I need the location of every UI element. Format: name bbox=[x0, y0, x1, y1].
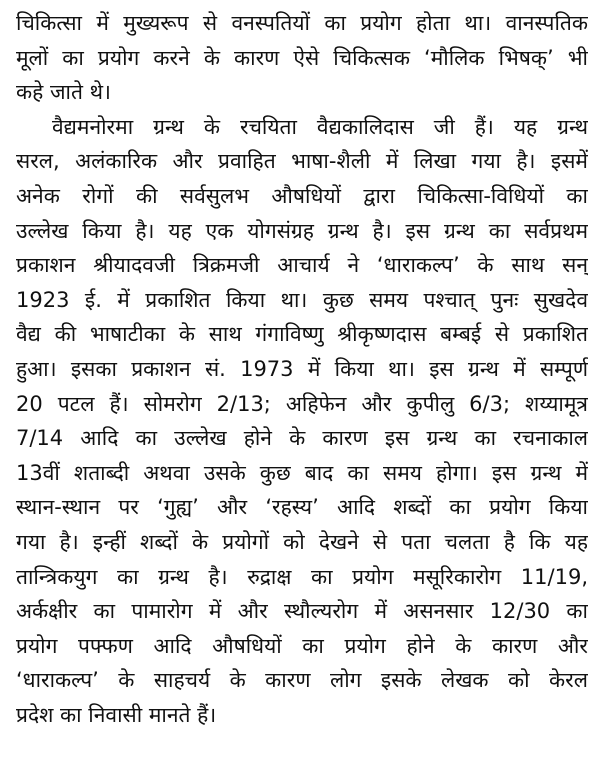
text-line: प्रयोग पफ्फण आदि औषधियों का प्रयोग होने के कारण और bbox=[16, 633, 588, 658]
text-line: तान्त्रिकयुग का ग्रन्थ है। रुद्राक्ष का प्रयोग मसूरिकारोग 11/19, bbox=[16, 564, 588, 589]
text-line: प्रदेश का निवासी मानते हैं। bbox=[16, 702, 217, 727]
text-line: गया है। इन्हीं शब्दों के प्रयोगों को देखने से पता चलता है कि यह bbox=[16, 529, 588, 554]
text-line: अनेक रोगों की सर्वसुलभ औषधियों द्वारा चिकित्सा-विधियों का bbox=[16, 183, 588, 208]
text-line: उल्लेख किया है। यह एक योगसंग्रह ग्रन्थ है। इस ग्रन्थ का सर्वप्रथम bbox=[16, 218, 588, 243]
text-line: 20 पटल हैं। सोमरोग 2/13; अहिफेन और कुपीलु 6/3; शय्यामूत्र bbox=[16, 391, 588, 416]
text-line: चिकित्सा में मुख्यरूप से वनस्पतियों का प्रयोग होता था। वानस्पतिक bbox=[16, 11, 588, 35]
text-line: कहे जाते थे। bbox=[16, 80, 111, 105]
text-line: स्थान-स्थान पर ‘गुह्य’ और ‘रहस्य’ आदि शब्दों का प्रयोग किया bbox=[16, 495, 588, 520]
text-line: 7/14 आदि का उल्लेख होने के कारण इस ग्रन्थ का रचनाकाल bbox=[16, 426, 588, 451]
paragraph-1 bbox=[16, 6, 588, 110]
text-line: वैद्य की भाषाटीका के साथ गंगाविष्णु श्रीकृष्णदास बम्बई से प्रकाशित bbox=[16, 322, 588, 347]
text-line: सरल, अलंकारिक और प्रवाहित भाषा-शैली में लिखा गया है। इसमें bbox=[16, 149, 588, 174]
text-line: ‘धाराकल्प’ के साहचर्य के कारण लोग इसके लेखक को केरल bbox=[16, 668, 588, 693]
text-line: 1923 ई. में प्रकाशित किया था। कुछ समय पश्चात् पुनः सुखदेव bbox=[16, 287, 588, 312]
text-line: प्रकाशन श्रीयादवजी त्रिक्रमजी आचार्य ने ‘धाराकल्प’ के साथ सन् bbox=[16, 253, 588, 278]
text-line: 13वीं शताब्दी अथवा उसके कुछ बाद का समय होगा। इस ग्रन्थ में bbox=[16, 460, 588, 485]
text-line: मूलों का प्रयोग करने के कारण ऐसे चिकित्सक ‘मौलिक भिषक्’ भी bbox=[16, 45, 588, 70]
paragraph-2 bbox=[16, 110, 588, 733]
text-line: वैद्यमनोरमा ग्रन्थ के रचयिता वैद्यकालिदास जी हैं। यह ग्रन्थ bbox=[52, 114, 588, 139]
text-line: अर्कक्षीर का पामारोग में और स्थौल्यरोग में असनसार 12/30 का bbox=[16, 599, 588, 624]
text-line: हुआ। इसका प्रकाशन सं. 1973 में किया था। इस ग्रन्थ में सम्पूर्ण bbox=[16, 356, 588, 381]
